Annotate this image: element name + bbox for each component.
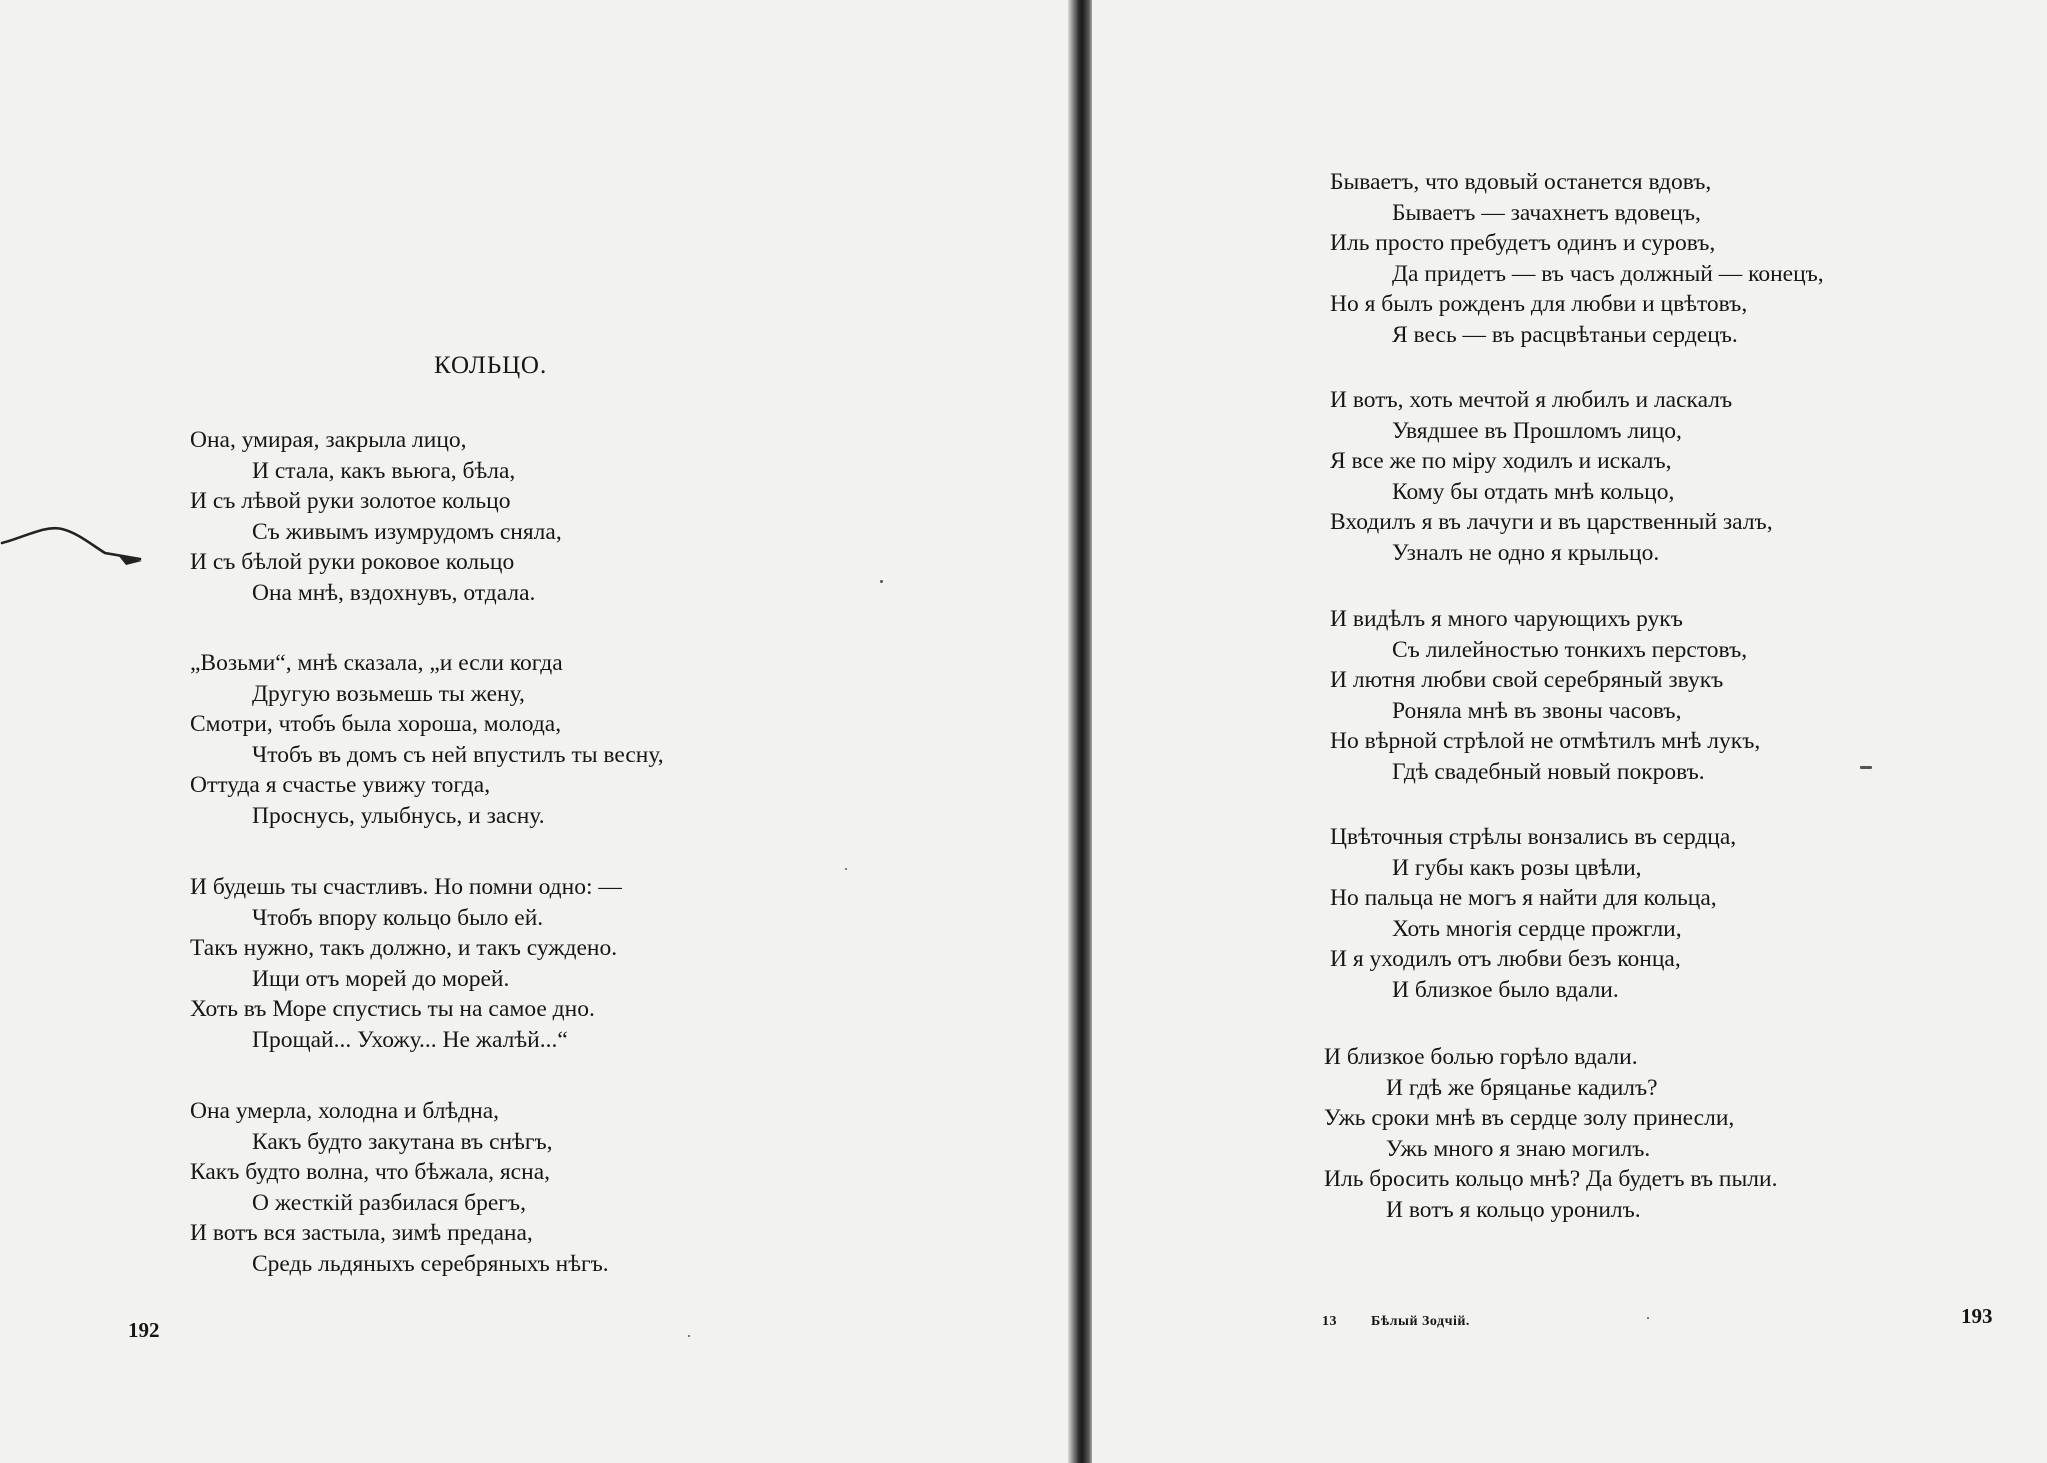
verse-line: Я все же по міру ходилъ и искалъ, <box>1330 448 1672 475</box>
verse-line: И гдѣ же бряцанье кадилъ? <box>1386 1074 1658 1101</box>
verse-line: И будешь ты счастливъ. Но помни одно: — <box>190 874 622 900</box>
verse-line: Чтобъ впору кольцо было ей. <box>252 904 544 931</box>
verse-line: Такъ нужно, такъ должно, и такъ суждено. <box>190 935 618 962</box>
stanza-4 <box>1330 822 1736 1006</box>
signature-title: Бѣлый Зодчій. <box>1371 1314 1470 1329</box>
verse-line: И я уходилъ отъ любви безъ конца, <box>1330 946 1681 973</box>
verse-line: И близкое болью горѣло вдали. <box>1324 1044 1638 1070</box>
verse-line: И стала, какъ вьюга, бѣла, <box>252 457 516 484</box>
margin-pen-mark <box>0 515 150 575</box>
stanza-2 <box>1330 385 1773 569</box>
verse-line: Ищи отъ морей до морей. <box>252 965 510 992</box>
verse-line: Прощай... Ухожу... Не жалѣй...“ <box>252 1026 568 1053</box>
verse-line: И вотъ вся застыла, зимѣ предана, <box>190 1220 533 1247</box>
verse-line: Бываетъ, что вдовый останется вдовъ, <box>1330 169 1712 195</box>
verse-line: Смотри, чтобъ была хороша, молода, <box>190 711 562 738</box>
page-number: 193 <box>1961 1304 1993 1328</box>
verse-line: И вотъ я кольцо уронилъ. <box>1386 1196 1641 1223</box>
verse-line: И близкое было вдали. <box>1392 976 1619 1003</box>
book-spine <box>1068 0 1094 1463</box>
verse-line: Другую возьмешь ты жену, <box>252 680 525 707</box>
stanza-3 <box>1330 604 1760 788</box>
paper-speck <box>880 580 883 583</box>
verse-line: Иль бросить кольцо мнѣ? Да будетъ въ пыли. <box>1324 1166 1778 1193</box>
paper-speck <box>845 868 847 870</box>
verse-line: И съ бѣлой руки роковое кольцо <box>190 549 515 576</box>
stanza-3 <box>190 872 622 1056</box>
verse-line: „Возьми“, мнѣ сказала, „и если когда <box>190 650 563 676</box>
verse-line: Но пальца не могъ я найти для кольца, <box>1330 885 1717 912</box>
paper-speck <box>1647 1317 1649 1319</box>
verse-line: Бываетъ — зачахнетъ вдовецъ, <box>1392 199 1701 226</box>
verse-line: Ужь много я знаю могилъ. <box>1386 1135 1651 1162</box>
signature-number: 13 <box>1322 1314 1337 1329</box>
verse-line: Но я былъ рожденъ для любви и цвѣтовъ, <box>1330 291 1748 318</box>
stanza-4 <box>190 1096 609 1280</box>
paper-speck <box>688 1335 690 1337</box>
verse-line: Чтобъ въ домъ съ ней впустилъ ты весну, <box>252 741 664 768</box>
verse-line: И лютня любви свой серебряный звукъ <box>1330 667 1724 694</box>
verse-line: Я весь — въ расцвѣтаньи сердецъ. <box>1392 321 1738 348</box>
verse-line: Она умерла, холодна и блѣдна, <box>190 1098 500 1124</box>
verse-line: Какъ будто закутана въ снѣгъ, <box>252 1128 553 1155</box>
verse-line: И съ лѣвой руки золотое кольцо <box>190 488 511 515</box>
verse-line: Какъ будто волна, что бѣжала, ясна, <box>190 1159 550 1186</box>
verse-line: Оттуда я счастье увижу тогда, <box>190 772 491 799</box>
verse-line: Хоть многія сердце прожгли, <box>1392 915 1682 942</box>
verse-line: Кому бы отдать мнѣ кольцо, <box>1392 478 1675 505</box>
stanza-2 <box>190 648 664 832</box>
verse-line: Средь льдяныхъ серебряныхъ нѣгъ. <box>252 1250 609 1277</box>
page-number: 192 <box>128 1318 160 1342</box>
verse-line: Цвѣточныя стрѣлы вонзались въ сердца, <box>1330 824 1737 850</box>
right-page <box>1092 0 2047 1463</box>
verse-line: И вотъ, хоть мечтой я любилъ и ласкалъ <box>1330 387 1733 413</box>
verse-line: Да придетъ — въ часъ должный — конецъ, <box>1392 260 1824 287</box>
poem-title: КОЛЬЦО. <box>434 352 548 379</box>
verse-line: Иль просто пребудетъ одинъ и суровъ, <box>1330 230 1716 257</box>
stanza-1 <box>1330 167 1824 351</box>
verse-line: Она, умирая, закрыла лицо, <box>190 427 467 453</box>
verse-line: О жесткій разбилася брегъ, <box>252 1189 526 1216</box>
verse-line: Роняла мнѣ въ звоны часовъ, <box>1392 697 1682 724</box>
stanza-5 <box>1324 1042 1777 1226</box>
verse-line: Проснусь, улыбнусь, и засну. <box>252 802 545 829</box>
verse-line: Хоть въ Море спустись ты на самое дно. <box>190 996 595 1023</box>
verse-line: Ужь сроки мнѣ въ сердце золу принесли, <box>1324 1105 1735 1132</box>
verse-line: Съ лилейностью тонкихъ перстовъ, <box>1392 636 1748 663</box>
verse-line: Она мнѣ, вздохнувъ, отдала. <box>252 579 536 606</box>
verse-line: Но вѣрной стрѣлой не отмѣтилъ мнѣ лукъ, <box>1330 728 1761 755</box>
verse-line: Входилъ я въ лачуги и въ царственный залъ, <box>1330 509 1773 536</box>
verse-line: Гдѣ свадебный новый покровъ. <box>1392 758 1705 785</box>
verse-line: Съ живымъ изумрудомъ сняла, <box>252 518 562 545</box>
paper-speck <box>1860 766 1872 769</box>
verse-line: Увядшее въ Прошломъ лицо, <box>1392 417 1682 444</box>
stanza-1 <box>190 425 562 609</box>
verse-line: Узналъ не одно я крыльцо. <box>1392 539 1660 566</box>
printer-signature <box>1322 1314 1470 1330</box>
verse-line: И видѣлъ я много чарующихъ рукъ <box>1330 606 1683 632</box>
verse-line: И губы какъ розы цвѣли, <box>1392 854 1642 881</box>
